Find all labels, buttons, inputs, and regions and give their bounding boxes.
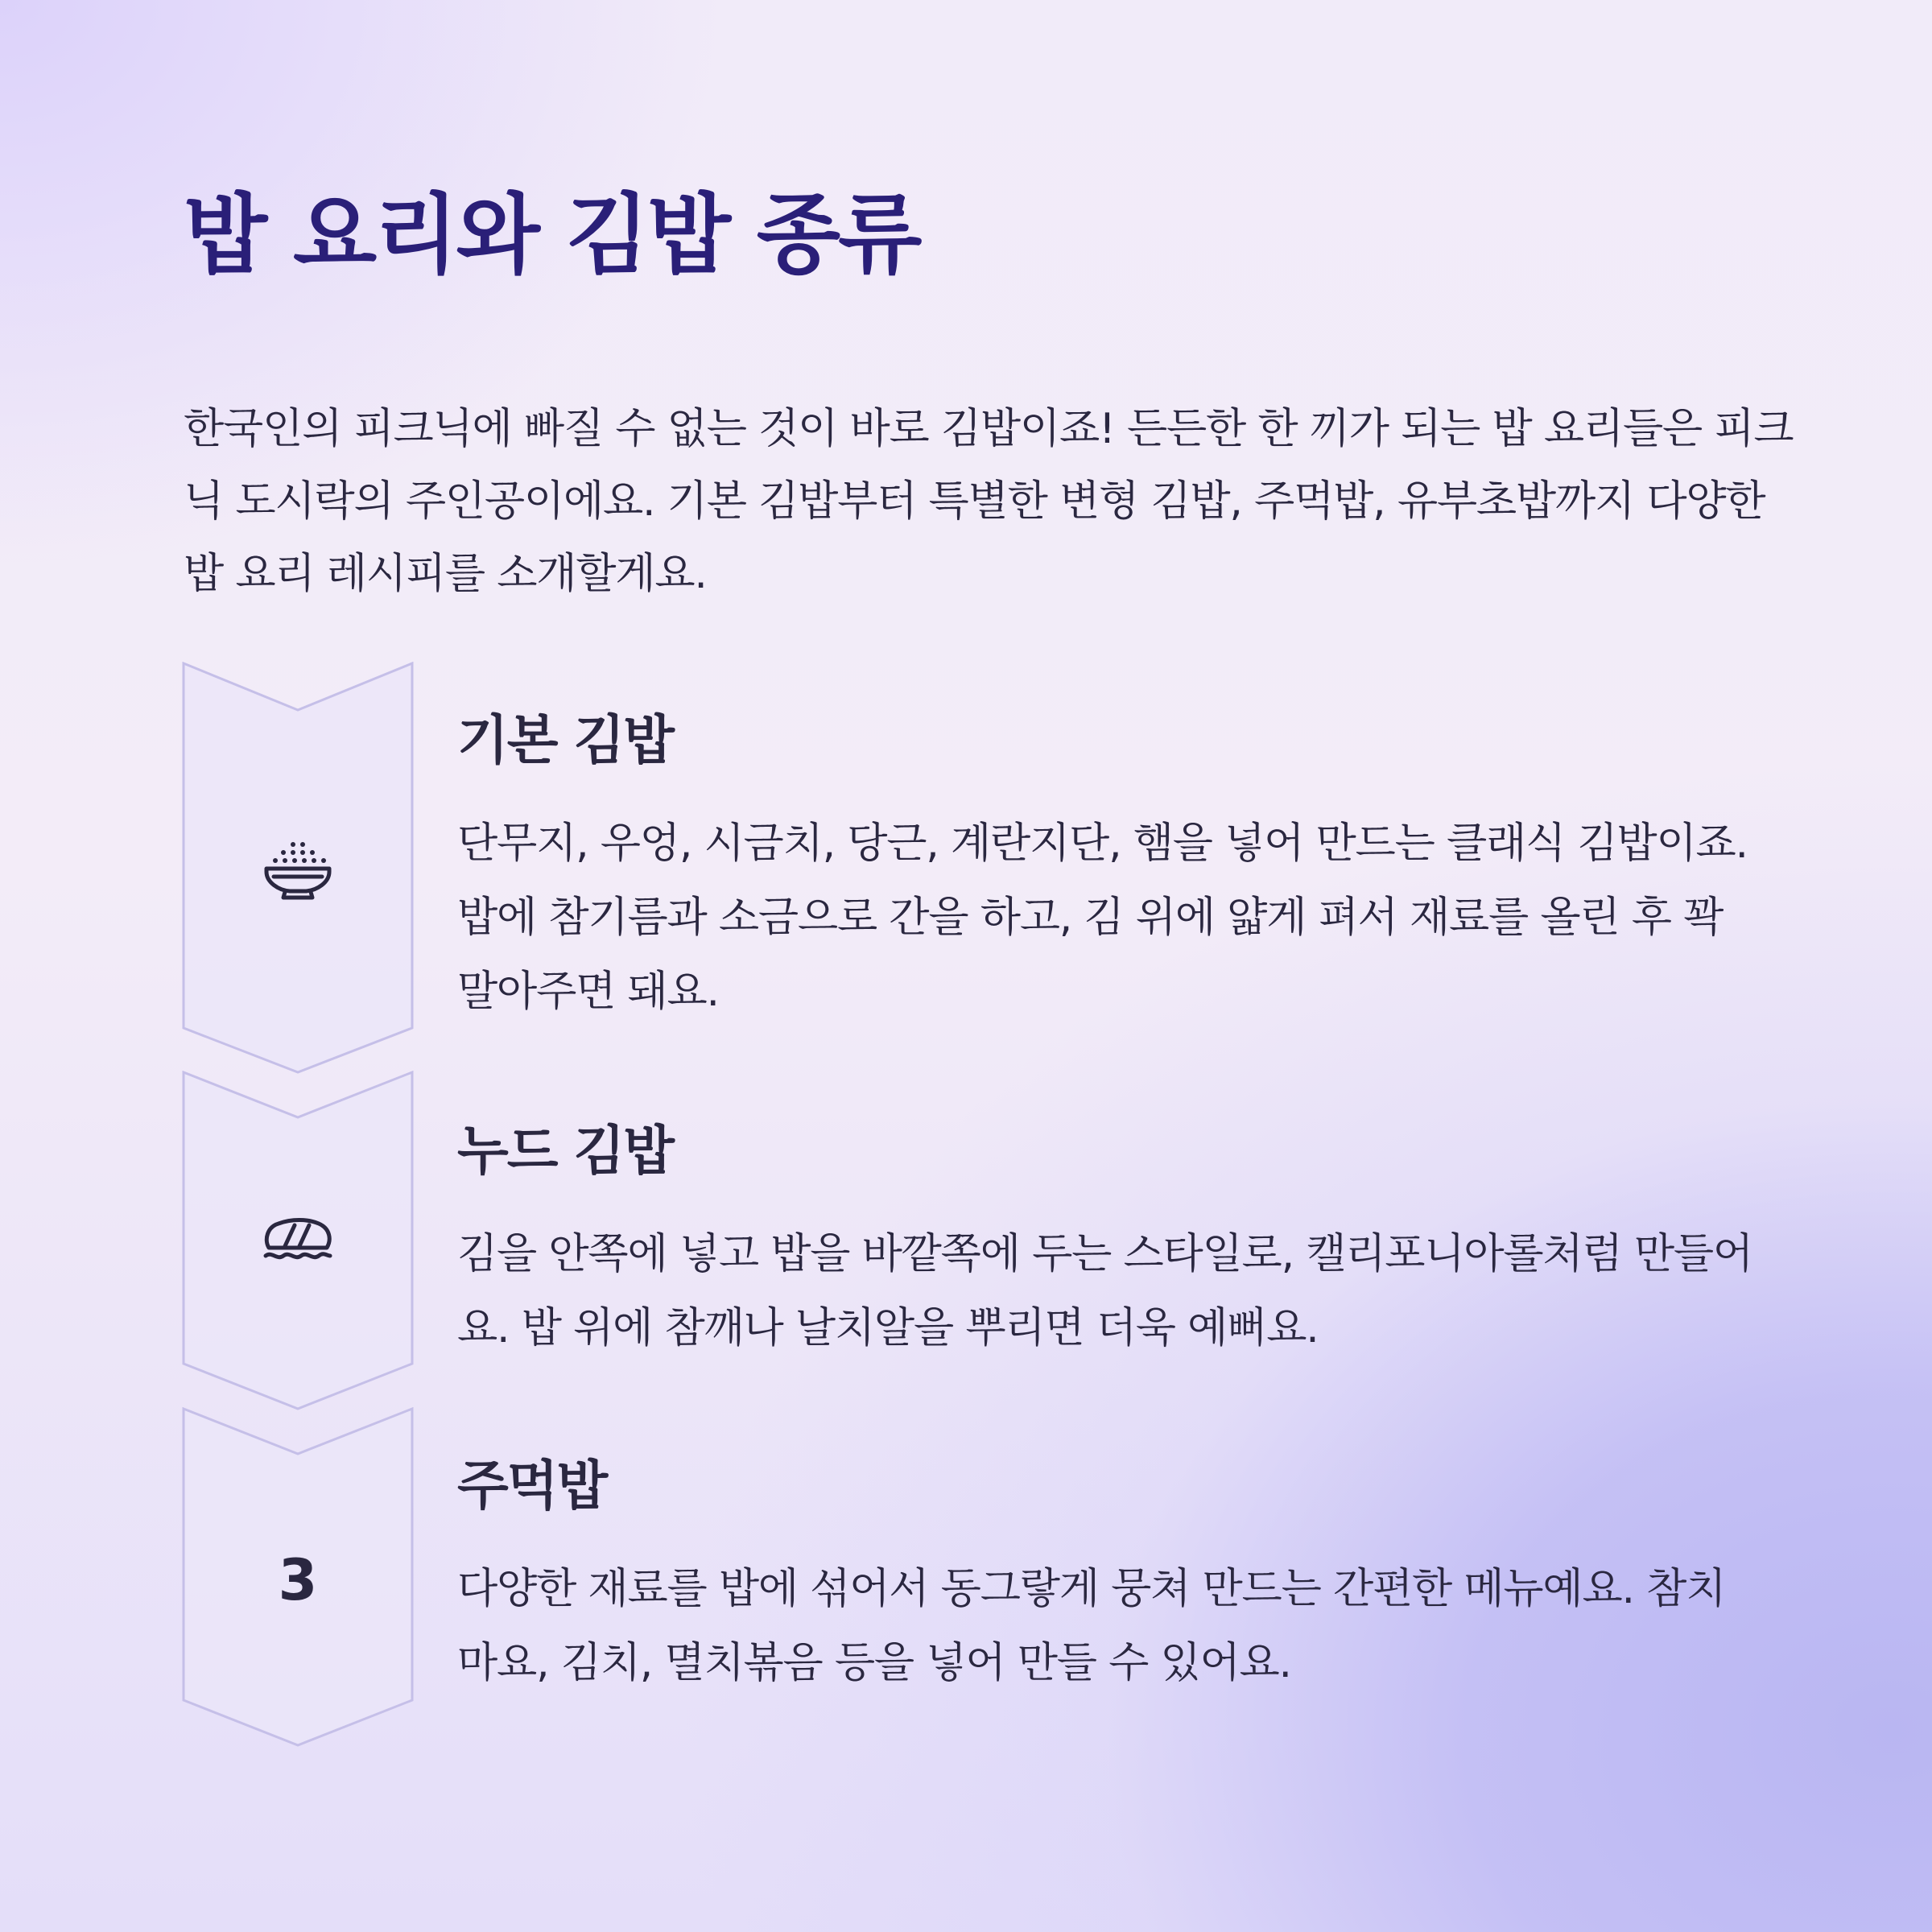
step-2-title: 누드 김밥 [457,1120,674,1182]
rice-bowl-icon [262,840,333,903]
step-1-title: 기본 김밥 [457,709,674,771]
step-2-description: 김을 안쪽에 넣고 밥을 바깥쪽에 두는 스타일로, 캘리포니아롤처럼 만들어요. 밥 위에 참깨나 날치알을 뿌리면 더욱 예뻐요. [457,1230,1752,1352]
intro-paragraph: 한국인의 피크닉에 빠질 수 없는 것이 바로 김밥이죠! 든든한 한 끼가 되는 밥 요리들은 피크닉 도시락의 주인공이에요. 기본 김밥부터 특별한 변형 김밥, 주먹밥, 유부초밥까지 다양한 밥 요리 레시피를 소개할게요. [184,405,1794,598]
step-3-title: 주먹밥 [457,1455,607,1517]
page-title: 밥 요리와 김밥 종류 [184,185,920,286]
step-3-description: 다양한 재료를 밥에 섞어서 동그랗게 뭉쳐 만드는 간편한 메뉴예요. 참치마요, 김치, 멸치볶음 등을 넣어 만들 수 있어요. [457,1565,1726,1687]
step-1-description: 단무지, 우엉, 시금치, 당근, 계란지단, 햄을 넣어 만드는 클래식 김밥이죠. 밥에 참기름과 소금으로 간을 하고, 김 위에 얇게 펴서 재료를 올린 후 꽉 말아주면 돼요. [457,819,1748,1016]
step-3-number: 3 [278,1547,318,1613]
sushi-roll-icon [262,1216,333,1269]
